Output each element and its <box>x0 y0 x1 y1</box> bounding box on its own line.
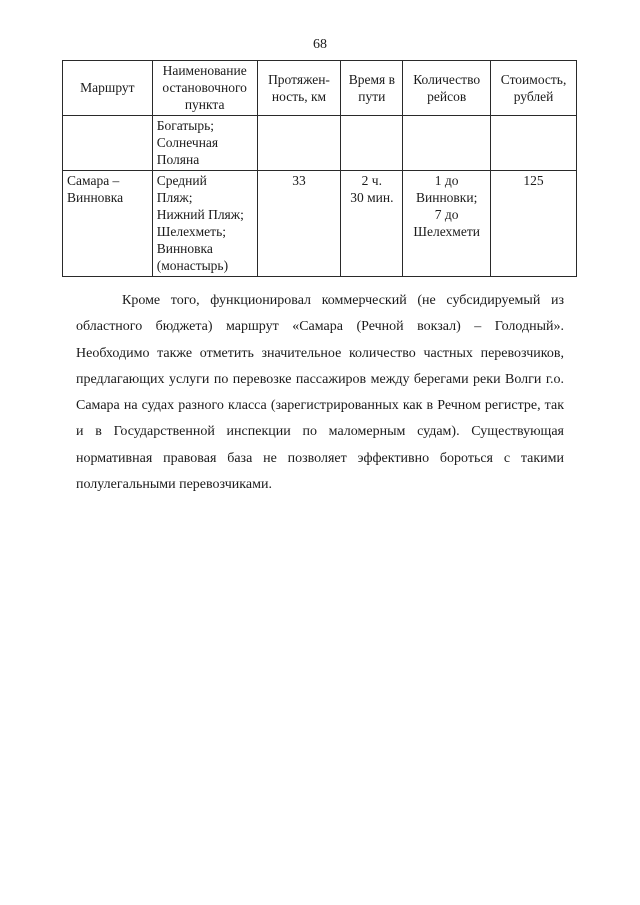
cell-trips-count: 1 до Винновки; 7 до Шелехмети <box>403 171 491 277</box>
header-cost: Стоимость, рублей <box>491 61 577 116</box>
header-route: Маршрут <box>63 61 153 116</box>
header-travel-time: Время в пути <box>341 61 403 116</box>
cell-travel-time: 2 ч. 30 мин. <box>341 171 403 277</box>
cell-length: 33 <box>257 171 341 277</box>
table-row <box>63 171 577 277</box>
header-length: Протяжен- ность, км <box>257 61 341 116</box>
cell-travel-time <box>341 116 403 171</box>
header-stops: Наименование остановочного пункта <box>152 61 257 116</box>
table-header-row <box>63 61 577 116</box>
cell-trips-count <box>403 116 491 171</box>
cell-route: Самара – Винновка <box>63 171 153 277</box>
body-paragraph: Кроме того, функционировал коммерческий (не субсидируемый из областного бюджета) маршрут «Самара (Речной вокзал) – Голодный». Необходимо также отметить значительное количество частных перевозчиков, предлагающих услуги по перевозке пассажиров между берегами реки Волги г.о. Самара на судах разного класса (зарегистрированных как в Речном регистре, так и в Государственной инспекции по маломерным судам). Существующая нормативная правовая база не позволяет эффективно бороться с такими полулегальными перевозчиками. <box>76 293 564 493</box>
cell-route <box>63 116 153 171</box>
header-trips-count: Количество рейсов <box>403 61 491 116</box>
cell-cost <box>491 116 577 171</box>
routes-table <box>62 60 577 277</box>
cell-length <box>257 116 341 171</box>
cell-cost: 125 <box>491 171 577 277</box>
page-number: 68 <box>313 37 327 52</box>
cell-stops: Средний Пляж; Нижний Пляж; Шелехметь; Винновка (монастырь) <box>152 171 257 277</box>
cell-stops: Богатырь; Солнечная Поляна <box>152 116 257 171</box>
table-row-continuation <box>63 116 577 171</box>
